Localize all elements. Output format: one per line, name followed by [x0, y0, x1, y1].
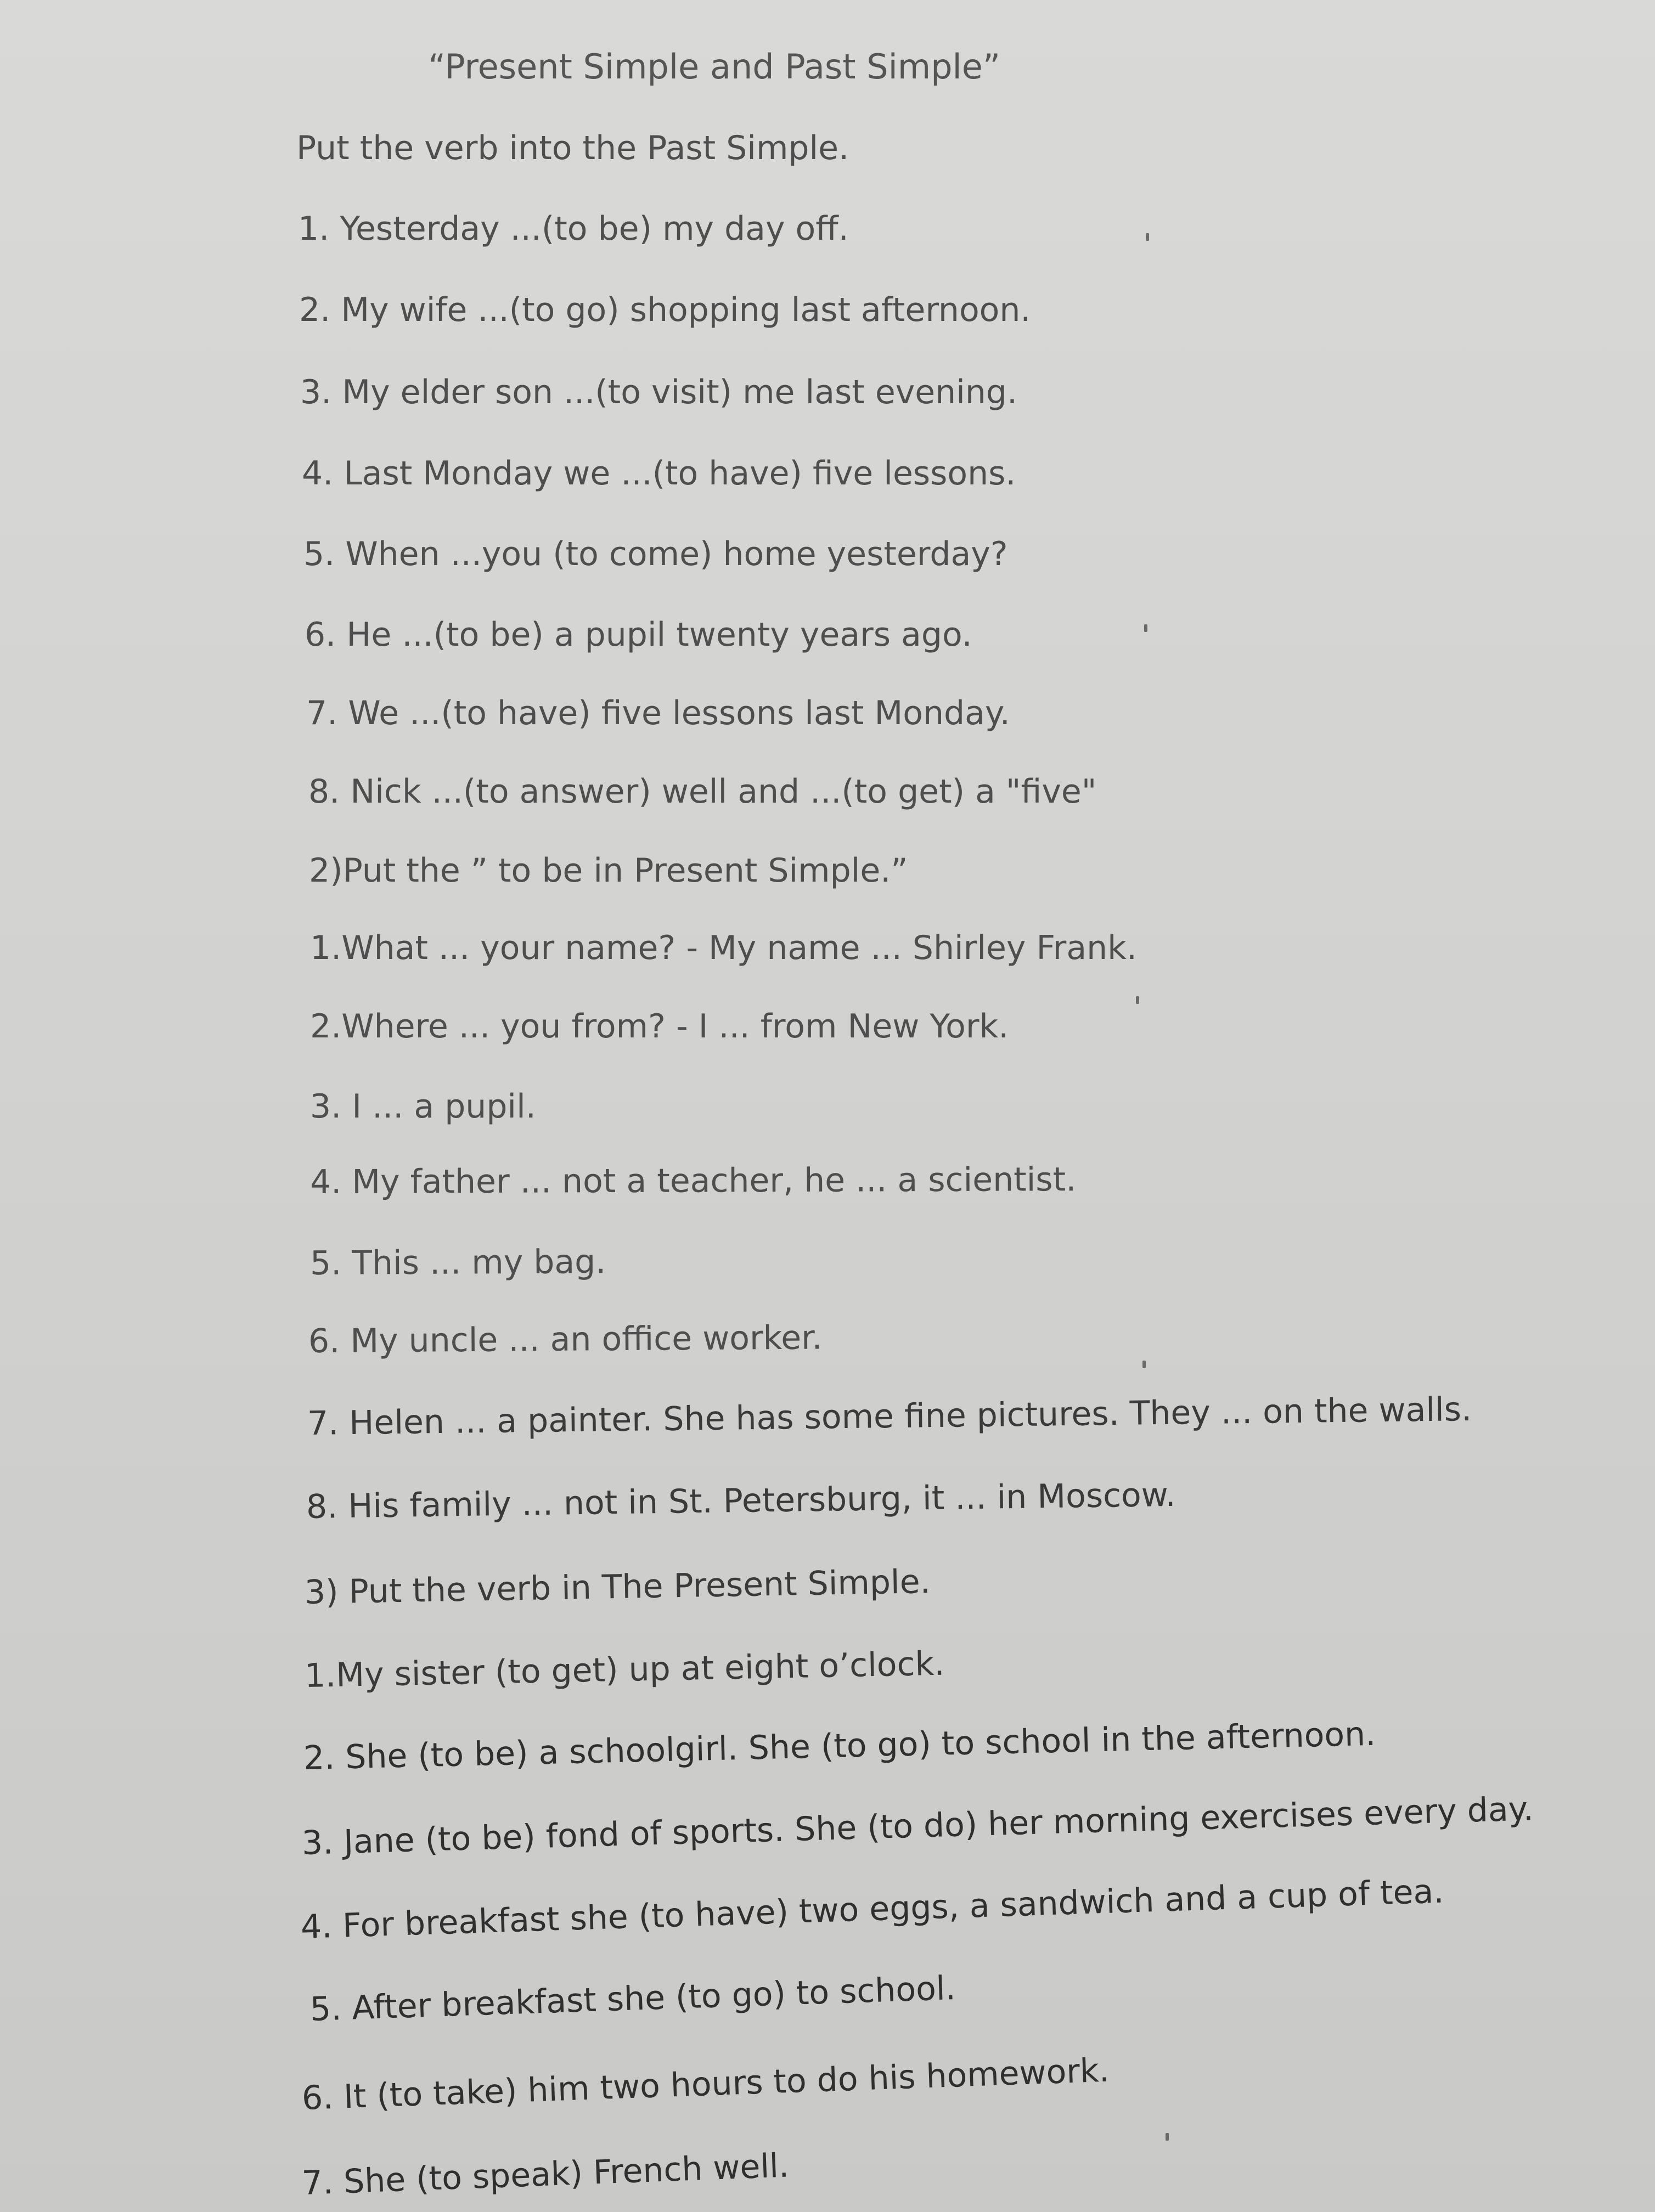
section1-item-2: 2. My wife ...(to go) shopping last afternoon. — [299, 291, 1031, 329]
section1-item-1: 1. Yesterday ...(to be) my day off. — [298, 210, 849, 248]
section2-item-6: 6. My uncle ... an office worker. — [308, 1318, 823, 1361]
section3-item-5: 5. After breakfast she (to go) to school. — [309, 1968, 956, 2029]
section1-item-6: 6. He ...(to be) a pupil twenty years ago. — [305, 616, 972, 654]
section3-item-1: 1.My sister (to get) up at eight o’clock. — [304, 1644, 945, 1695]
section1-item-3: 3. My elder son ...(to visit) me last evening. — [300, 373, 1018, 411]
worksheet-title: “Present Simple and Past Simple” — [428, 47, 1001, 87]
paper-speck — [1136, 996, 1139, 1004]
section2-item-2: 2.Where ... you from? - I ... from New York. — [310, 1007, 1009, 1046]
section3-instruction: 3) Put the verb in The Present Simple. — [304, 1562, 931, 1612]
section3-item-7: 7. She (to speak) French well. — [301, 2146, 790, 2203]
section1-item-8: 8. Nick ...(to answer) well and ...(to get) a "five" — [308, 772, 1097, 811]
paper-speck — [1166, 2133, 1169, 2141]
section2-item-3: 3. I ... a pupil. — [310, 1087, 536, 1126]
section2-item-7: 7. Helen ... a painter. She has some fine pictures. They ... on the walls. — [307, 1390, 1472, 1443]
section1-item-4: 4. Last Monday we ...(to have) five lessons. — [302, 454, 1016, 493]
section2-item-5: 5. This ... my bag. — [309, 1243, 606, 1283]
section3-item-3: 3. Jane (to be) fond of sports. She (to do) her morning exercises every day. — [301, 1790, 1534, 1863]
paper-speck — [1144, 624, 1147, 632]
paper-speck — [1142, 1361, 1146, 1368]
section2-item-4: 4. My father ... not a teacher, he ... a scientist. — [309, 1160, 1077, 1201]
section1-instruction: Put the verb into the Past Simple. — [296, 129, 849, 167]
section2-item-8: 8. His family ... not in St. Petersburg, it ... in Moscow. — [306, 1475, 1176, 1526]
section2-item-1: 1.What ... your name? - My name ... Shirley Frank. — [310, 929, 1137, 967]
section3-item-6: 6. It (to take) him two hours to do his homework. — [301, 2051, 1110, 2118]
section1-item-5: 5. When ...you (to come) home yesterday? — [303, 535, 1008, 573]
section3-item-4: 4. For breakfast she (to have) two eggs, a sandwich and a cup of tea. — [300, 1872, 1445, 1946]
section3-item-2: 2. She (to be) a schoolgirl. She (to go) to school in the afternoon. — [303, 1714, 1376, 1778]
section1-item-7: 7. We ...(to have) five lessons last Monday. — [306, 694, 1010, 732]
paper-speck — [1146, 233, 1149, 241]
section2-instruction: 2)Put the ” to be in Present Simple.” — [309, 851, 908, 890]
